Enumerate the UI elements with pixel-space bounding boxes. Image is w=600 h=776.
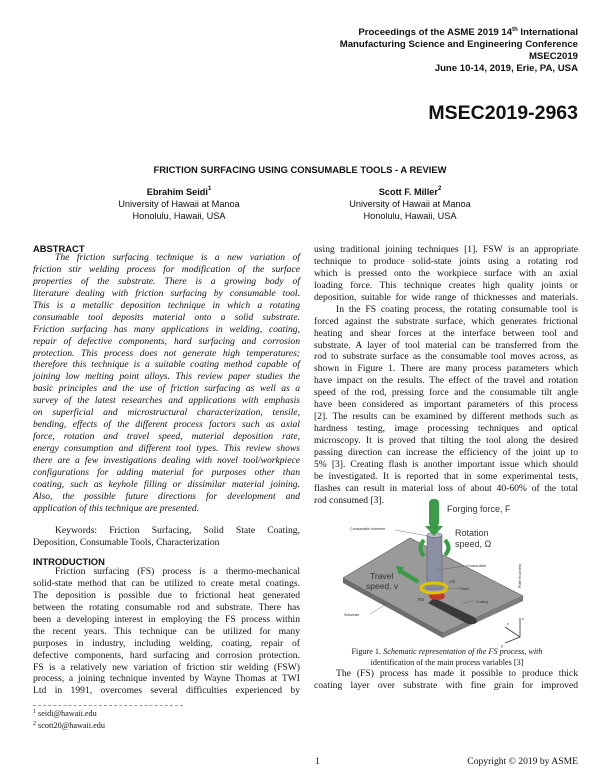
abstract-heading: ABSTRACT xyxy=(33,243,85,254)
label-rotation-speed: speed, Ω xyxy=(455,539,492,549)
text-line: protection. This process does not generate high temperatures; xyxy=(33,347,300,359)
text-line: In the FS coating process, the rotating consumable tool is xyxy=(336,303,578,315)
text-line: substrate. A layer of tool material can be transferred from the xyxy=(314,339,578,351)
superscript: th xyxy=(512,27,518,33)
text-line: passing direction can increase the efficiency of the joint up to xyxy=(314,446,578,458)
text-line: which is pressed onto the workpiece surface with an axial xyxy=(314,267,578,279)
text-line: Ltd in 1991, overcomes several difficulties experienced by xyxy=(33,685,300,697)
text-line: basic principles and the use of friction surfacing as well as a xyxy=(33,383,300,395)
x-axis xyxy=(505,627,520,637)
text-line: Deposition, Consumable Tools, Characterization xyxy=(33,536,220,548)
text-line: repair of defective components, hard surfacing and corrosion xyxy=(33,335,300,347)
text-line: therefore this technique is a suitable coating method capable of xyxy=(33,359,300,371)
text-line: coating, such as keyhole filling or dissimilar material joining. xyxy=(33,478,300,490)
label-y-axis: y xyxy=(501,643,503,648)
consumable-rod xyxy=(427,535,442,589)
label-consumable-diameter: Consumable diameter xyxy=(350,527,386,531)
text-line: force, rotation and travel speed, material deposition rate, xyxy=(33,431,300,443)
text-line: between the rotating consumable rod and substrate. There has xyxy=(33,601,300,613)
text-line: 5% [3]. Creating flash is another important issue which should xyxy=(314,458,578,470)
author-affiliation: University of Hawaii at Manoa xyxy=(118,199,240,209)
proceedings-line-3: MSEC2019 xyxy=(528,51,578,62)
introduction-heading: INTRODUCTION xyxy=(33,556,105,567)
footnote-email: scott20@hawaii.edu xyxy=(38,721,105,730)
copyright-notice: Copyright © 2019 by ASME xyxy=(467,756,578,767)
footnote-email: seidi@hawaii.edu xyxy=(38,709,97,718)
label-travel-speed: speed, v xyxy=(366,581,399,591)
footnote-marker: 1 xyxy=(33,709,36,715)
caption-line-1 xyxy=(314,646,580,657)
text-line: flashes can result in material loss of about 40-60% of the total xyxy=(314,482,578,494)
author-affiliation: University of Hawaii at Manoa xyxy=(349,199,471,209)
label-x-axis: x xyxy=(507,621,509,626)
caption-text: Schematic representation of the FS process, with xyxy=(383,647,543,656)
figure-1-caption xyxy=(314,646,580,668)
text-line: Friction surfacing (FS) process is a thermo-mechanical xyxy=(55,566,300,577)
text-line: be investigated. It is reported that in some experimental tests, xyxy=(314,470,578,482)
text-line: speed of the rod, pressing force and the consumable tilt angle xyxy=(314,387,578,399)
label-substrate: Substrate xyxy=(344,613,360,617)
text-line: been a developing interest in employing the FS process within xyxy=(33,613,300,625)
text-line: purposes in industry, including welding, coating, repair of xyxy=(33,637,300,649)
forging-force-arrow xyxy=(429,499,439,527)
text-line: Keywords: Friction Surfacing, Solid State Coating, xyxy=(55,525,300,536)
text-line: solid-state method that can be utilized to create metal coatings. xyxy=(33,577,300,589)
text-line: have impact on the results. The effect of the travel and rotation xyxy=(314,375,578,387)
text-line: microscopy. It is proved that tilting the tool along the desired xyxy=(314,435,578,446)
text-line: FS is a relatively new variation of friction stir welding (FSW) xyxy=(33,661,300,673)
text-line: technique to produce solid-state joints using a rotating rod xyxy=(314,255,578,267)
text-line: rod consumed [3]. xyxy=(314,494,385,506)
label-forging-force: Forging force, F xyxy=(447,504,511,514)
text-line: [2]. The results can be examined by different methods such as xyxy=(314,411,578,423)
proceedings-line-4: June 10-14, 2019, Erie, PA, USA xyxy=(434,63,578,74)
text-line: coating layer over substrate with fine grain for improved xyxy=(314,679,578,691)
caption-label: Figure 1. xyxy=(351,647,384,656)
leader-line xyxy=(395,530,428,536)
text-line: defective components, hard surfacing and corrosion protection. xyxy=(33,649,300,661)
text-line: configurations for adding material for purposes other than xyxy=(33,466,300,478)
footnote-marker: 2 xyxy=(33,721,36,727)
text-line: have been considered as important parameters of this process xyxy=(314,399,578,411)
paper-title: FRICTION SURFACING USING CONSUMABLE TOOLS - A REVIEW xyxy=(153,164,447,175)
text-line: friction stir welding process for modification of the surface xyxy=(33,263,300,275)
leader-line xyxy=(370,603,388,614)
text-line: shown in Figure 1. There are many process parameters which xyxy=(314,363,578,375)
text-line: properties of the substrate. There is a growing body of xyxy=(33,275,300,287)
author-location: Honolulu, Hawaii, USA xyxy=(132,211,226,221)
label-rotation: Rotation xyxy=(455,528,489,538)
label-flash: Flash xyxy=(460,587,469,591)
text-line: This is a metallic deposition technique in which a rotating xyxy=(33,299,300,311)
caption-line-2: identification of the main process variables [3] xyxy=(370,658,524,667)
text-line: The friction surfacing technique is a new variation of xyxy=(55,252,300,263)
text-line: using traditional joining techniques [1]. FSW is an appropriate xyxy=(314,244,578,255)
author-name-text: Ebrahim Seidi xyxy=(146,187,208,197)
text-line: rod to substrate surface as the consumable tool moves across, as xyxy=(314,351,578,363)
proceedings-text-tail: International xyxy=(517,27,578,38)
text-line: survey of the latest researches and applications with emphasis xyxy=(33,395,300,407)
text-line: the recent years. This technique can be utilized for many xyxy=(33,625,300,637)
footnote-marker: 2 xyxy=(437,186,442,192)
label-advancing-side: AS xyxy=(449,579,456,584)
proceedings-text: Proceedings of the ASME 2019 14 xyxy=(358,27,513,38)
text-line: consumable tool deposits material onto a solid substrate. xyxy=(33,311,300,323)
text-line: on superficial and microstructural characterization, tensile, xyxy=(33,407,300,419)
text-line: bending, effects of the different process factors such as axial xyxy=(33,419,300,431)
right-column-continuation xyxy=(314,668,578,692)
label-consumable: Consumable xyxy=(466,564,487,568)
text-line: Also, the possible future directions for development and xyxy=(33,490,300,502)
text-line: literature dealing with friction surfacing by consumable tool. xyxy=(33,287,300,299)
paper-id: MSEC2019-2963 xyxy=(428,102,578,124)
text-line: deposition, suitable for wide range of thicknesses and materials. xyxy=(314,291,578,303)
text-line: heating and shear forces at the interface between tool and xyxy=(314,327,578,339)
page-number: 1 xyxy=(315,756,320,767)
text-line: The (FS) process has made it possible to produce thick xyxy=(336,668,578,679)
text-line: forced against the substrate surface, which generates frictional xyxy=(314,315,578,327)
text-line: Friction surfacing has many applications in welding, coating, xyxy=(33,323,300,335)
text-line: application of this technique are presented. xyxy=(33,502,200,514)
footnote-marker: 1 xyxy=(207,186,212,192)
text-line: loading force. This technique creates high quality joints or xyxy=(314,279,578,291)
label-plate-thickness: Plate thickness xyxy=(518,563,522,588)
y-axis xyxy=(505,637,520,643)
label-coating: Coating xyxy=(476,600,489,604)
text-line: process, a joining technique invented by Wayne Thomas at TWI xyxy=(33,673,300,685)
label-travel: Travel xyxy=(370,571,394,581)
text-line: hardness testing, image processing techniques and optical xyxy=(314,423,578,435)
rotation-arrow-icon xyxy=(445,540,449,555)
text-line: energy consumption and different tool types. This review shows xyxy=(33,443,300,454)
text-line: The deposition is possible due to frictional heat generated xyxy=(33,589,300,601)
label-retreating-side: RS xyxy=(418,597,425,602)
author-location: Honolulu, Hawaii, USA xyxy=(363,211,457,221)
proceedings-line-2: Manufacturing Science and Engineering Conference xyxy=(339,39,578,50)
text-line: there are a few investigations dealing with novel tool/workpiece xyxy=(33,454,300,466)
author-name-text: Scott F. Miller xyxy=(378,187,438,197)
label-z-axis: z xyxy=(522,616,524,621)
text-line: joining low melting point alloys. This review paper studies the xyxy=(33,371,300,383)
